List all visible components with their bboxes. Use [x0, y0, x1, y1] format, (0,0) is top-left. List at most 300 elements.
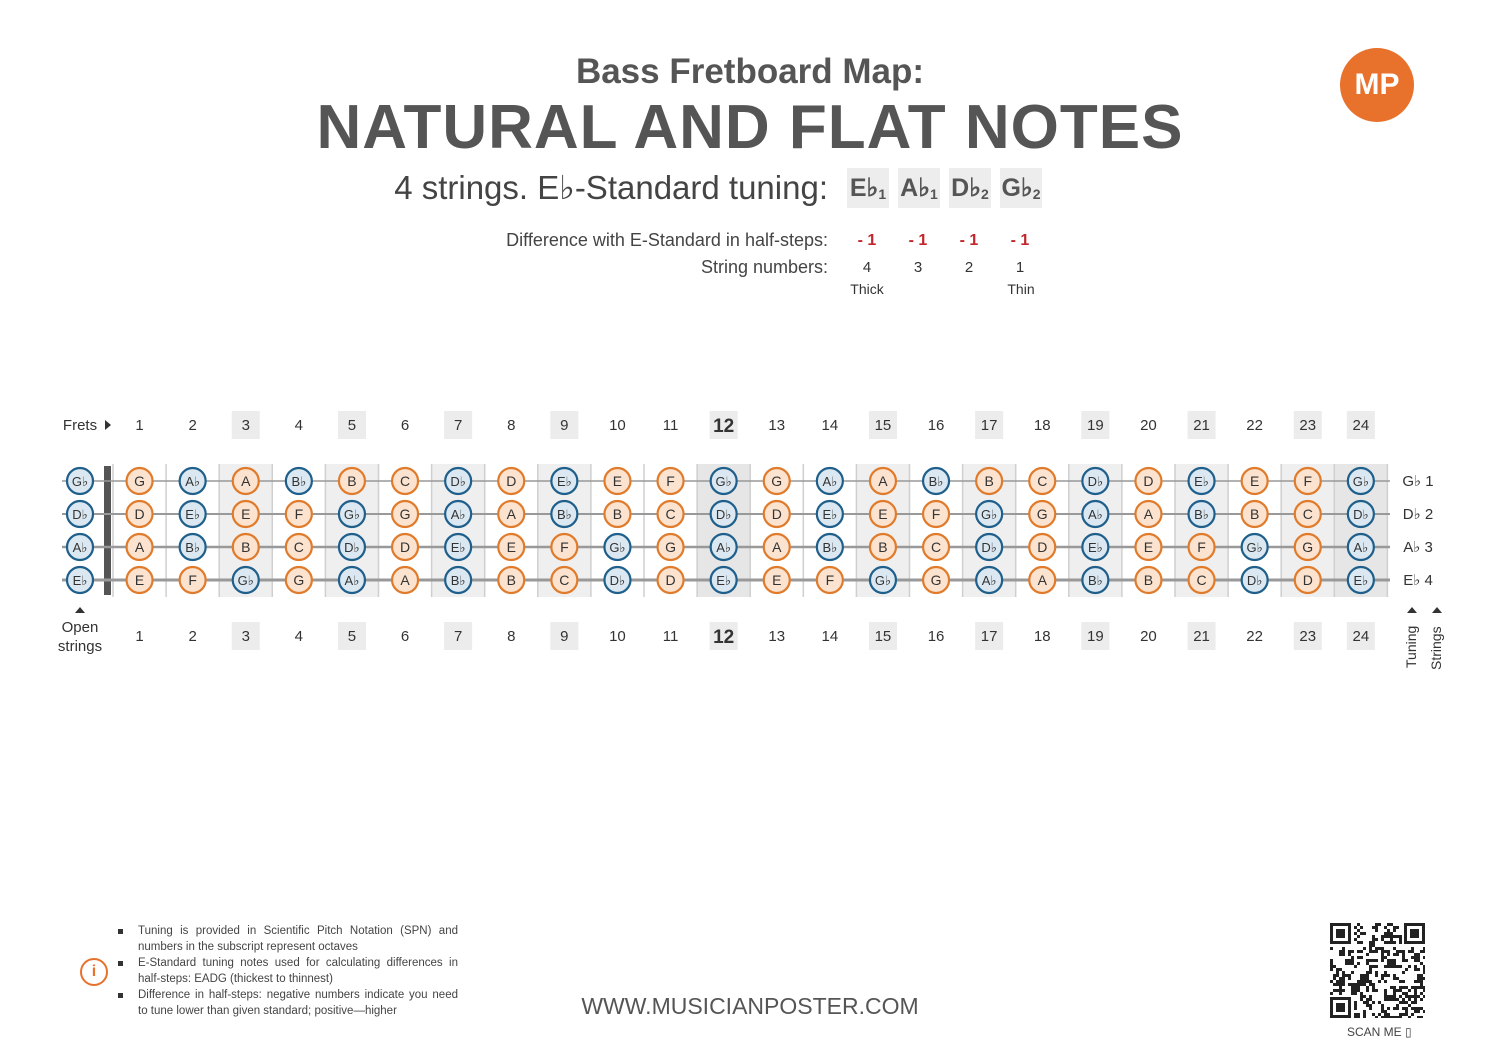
note-label: F — [666, 473, 675, 489]
qr-module — [1396, 998, 1399, 1001]
qr-module — [1345, 962, 1348, 965]
qr-module — [1402, 953, 1405, 956]
qr-module — [1339, 977, 1342, 980]
note-label: D♭ — [1353, 507, 1369, 522]
qr-module — [1381, 1016, 1384, 1018]
note-label: G♭ — [981, 507, 998, 522]
note-label: G — [399, 506, 411, 522]
qr-module — [1390, 965, 1393, 968]
website-link[interactable]: WWW.MUSICIANPOSTER.COM — [581, 993, 919, 1019]
fret-number: 6 — [400, 628, 410, 645]
qr-module — [1411, 1013, 1414, 1016]
qr-module — [1354, 986, 1357, 989]
qr-module — [1393, 995, 1396, 998]
qr-module — [1399, 950, 1402, 953]
qr-module — [1336, 980, 1339, 983]
qr-module — [1354, 983, 1357, 986]
qr-module — [1354, 989, 1357, 992]
note-label: E♭ — [1087, 540, 1103, 555]
difference-label: Difference with E-Standard in half-steps: — [506, 230, 828, 250]
qr-module — [1339, 989, 1342, 992]
qr-module — [1360, 932, 1363, 935]
note-label: E♭ — [450, 540, 466, 555]
note-label: A♭ — [450, 507, 466, 522]
note-label: B — [347, 473, 357, 489]
qr-module — [1357, 980, 1360, 983]
note-label: G — [771, 473, 783, 489]
note-label: C — [1196, 572, 1207, 588]
qr-module — [1420, 1007, 1423, 1010]
qr-module — [1423, 986, 1425, 989]
strings-side-label: Strings — [1428, 626, 1444, 670]
note-label: B — [506, 572, 516, 588]
qr-module — [1384, 992, 1387, 995]
note-label: G♭ — [1352, 474, 1369, 489]
qr-module — [1360, 926, 1363, 929]
string-number: 2 — [964, 259, 974, 276]
fret-number: 16 — [927, 417, 945, 434]
qr-module — [1339, 986, 1342, 989]
note-label: A♭ — [72, 540, 88, 555]
qr-module — [1363, 932, 1366, 935]
note-label: E♭ — [72, 573, 88, 588]
qr-module — [1393, 947, 1396, 950]
tuning-note-1 — [847, 168, 889, 208]
qr-module — [1372, 950, 1375, 953]
qr-module — [1378, 947, 1381, 950]
qr-module — [1363, 974, 1366, 977]
note-label: C — [293, 539, 304, 555]
qr-module — [1381, 974, 1384, 977]
qr-module — [1342, 953, 1345, 956]
qr-module — [1333, 989, 1336, 992]
qr-module — [1405, 995, 1408, 998]
qr-module — [1369, 995, 1372, 998]
fret-number: 9 — [560, 628, 569, 645]
qr-module — [1411, 947, 1414, 950]
qr-module — [1354, 965, 1357, 968]
qr-module — [1402, 959, 1405, 962]
qr-module — [1360, 950, 1363, 953]
note-label: A — [772, 539, 782, 555]
qr-module — [1390, 938, 1393, 941]
note-label: B♭ — [822, 540, 838, 555]
difference-value: - 1 — [1010, 232, 1030, 249]
note-label: B♭ — [928, 474, 944, 489]
frets-label: Frets — [62, 417, 98, 434]
fret-number: 21 — [1193, 417, 1210, 434]
qr-module — [1375, 929, 1378, 932]
qr-module — [1378, 980, 1381, 983]
qr-module — [1387, 995, 1390, 998]
note-label: E♭ — [716, 573, 732, 588]
qr-module — [1372, 983, 1375, 986]
qr-module — [1351, 956, 1354, 959]
qr-module — [1348, 977, 1351, 980]
note-label: A — [1143, 506, 1154, 522]
qr-module — [1399, 989, 1402, 992]
qr-module — [1420, 974, 1423, 977]
qr-module — [1387, 998, 1390, 1001]
fret-number: 11 — [662, 628, 679, 645]
fret-number: 8 — [507, 417, 516, 434]
qr-module — [1354, 932, 1357, 935]
note-label: A — [134, 539, 145, 555]
qr-module — [1405, 1007, 1408, 1010]
scan-me-label — [1347, 1025, 1412, 1039]
note-label: E — [1143, 539, 1154, 555]
qr-module — [1390, 1016, 1393, 1018]
qr-module — [1423, 977, 1425, 980]
qr-module — [1408, 989, 1411, 992]
qr-module — [1414, 953, 1417, 956]
qr-module — [1363, 977, 1366, 980]
qr-module — [1423, 971, 1425, 974]
qr-module — [1414, 968, 1417, 971]
qr-module — [1420, 962, 1423, 965]
qr-module — [1351, 983, 1354, 986]
note-label: E — [772, 572, 782, 588]
note-label: G — [134, 473, 145, 489]
qr-module — [1402, 956, 1405, 959]
qr-module — [1339, 953, 1342, 956]
qr-module — [1366, 959, 1369, 962]
qr-module — [1384, 974, 1387, 977]
fret-number: 11 — [662, 417, 679, 434]
note-label: A — [1037, 572, 1047, 588]
qr-module — [1393, 953, 1396, 956]
qr-module — [1372, 986, 1375, 989]
qr-module — [1411, 956, 1414, 959]
note-label: G♭ — [715, 474, 732, 489]
qr-module — [1333, 974, 1336, 977]
qr-module — [1420, 986, 1423, 989]
string-number: 4 — [862, 259, 872, 276]
note-label: D — [134, 506, 145, 522]
qr-module — [1423, 989, 1425, 992]
qr-module — [1357, 962, 1360, 965]
fret-number: 17 — [980, 628, 998, 645]
qr-module — [1360, 983, 1363, 986]
note-label: D — [1302, 572, 1313, 588]
qr-module — [1393, 962, 1396, 965]
note-label: E♭ — [556, 474, 572, 489]
note-label: A — [241, 473, 251, 489]
qr-module — [1342, 950, 1345, 953]
note-label: C — [1302, 506, 1313, 522]
fret-number: 6 — [400, 417, 410, 434]
qr-module — [1369, 971, 1372, 974]
note-label: B♭ — [1087, 573, 1103, 588]
qr-module — [1366, 953, 1369, 956]
qr-module — [1402, 950, 1405, 953]
qr-module — [1390, 986, 1393, 989]
fret-number: 7 — [453, 417, 463, 434]
qr-module — [1339, 968, 1342, 971]
qr-module — [1399, 941, 1402, 944]
page-title: NATURAL AND FLAT NOTES — [316, 93, 1184, 162]
difference-value: - 1 — [857, 232, 877, 249]
qr-module — [1354, 1001, 1357, 1004]
qr-module — [1336, 974, 1339, 977]
subtitle: Bass Fretboard Map: — [575, 52, 925, 91]
qr-module — [1387, 959, 1390, 962]
note-label: A♭ — [1353, 540, 1369, 555]
qr-module — [1417, 995, 1420, 998]
qr-module — [1372, 965, 1375, 968]
qr-module — [1399, 1016, 1402, 1018]
note-label: D♭ — [715, 507, 732, 522]
qr-module — [1357, 986, 1360, 989]
fret-number: 9 — [560, 417, 569, 434]
fret-number: 13 — [768, 628, 786, 645]
arrow-right-icon — [105, 420, 111, 430]
note-label: C — [665, 506, 676, 522]
note-label: F — [1303, 473, 1313, 489]
qr-module — [1384, 965, 1387, 968]
qr-module — [1357, 956, 1360, 959]
qr-module — [1393, 986, 1396, 989]
qr-module — [1396, 953, 1399, 956]
qr-module — [1420, 983, 1423, 986]
note-label: E — [612, 473, 623, 489]
note-label: G♭ — [1246, 540, 1263, 555]
qr-module — [1408, 950, 1411, 953]
qr-module — [1393, 1016, 1396, 1018]
qr-module — [1384, 980, 1387, 983]
qr-module — [1414, 986, 1417, 989]
qr-module — [1354, 1016, 1357, 1018]
string-number: 3 — [913, 259, 923, 276]
qr-module — [1411, 995, 1414, 998]
qr-module — [1372, 1001, 1375, 1004]
qr-module — [1402, 998, 1405, 1001]
fret-number: 18 — [1033, 628, 1051, 645]
fretboard-diagram — [0, 400, 1500, 680]
string-tuning-label: E♭ 4 — [1403, 572, 1433, 589]
fret-number: 23 — [1299, 628, 1317, 645]
qr-module — [1369, 980, 1372, 983]
fret-number: 12 — [713, 416, 735, 437]
tuning-note-name: G♭ — [1001, 174, 1033, 202]
qr-module — [1387, 929, 1390, 932]
qr-module — [1342, 971, 1345, 974]
qr-module — [1330, 992, 1333, 995]
qr-module — [1387, 923, 1390, 926]
qr-module — [1375, 974, 1378, 977]
fret-number: 19 — [1087, 628, 1104, 645]
qr-module — [1357, 935, 1360, 938]
qr-module — [1396, 935, 1399, 938]
scan-me-text: SCAN ME — [1347, 1025, 1402, 1039]
note-label: E♭ — [1353, 573, 1369, 588]
qr-module — [1393, 998, 1396, 1001]
qr-module — [1369, 950, 1372, 953]
qr-module — [1405, 968, 1408, 971]
qr-module — [1387, 974, 1390, 977]
string-tuning-label: A♭ 3 — [1403, 539, 1433, 556]
qr-module — [1396, 1016, 1399, 1018]
qr-module — [1369, 998, 1372, 1001]
fret-number: 19 — [1087, 417, 1104, 434]
qr-module — [1387, 962, 1390, 965]
tuning-note-octave: 2 — [981, 186, 989, 202]
qr-module — [1372, 935, 1375, 938]
qr-module — [1339, 992, 1342, 995]
qr-module — [1405, 959, 1408, 962]
qr-module — [1417, 980, 1420, 983]
difference-value: - 1 — [959, 232, 979, 249]
fret-number: 5 — [347, 417, 357, 434]
qr-module — [1381, 953, 1384, 956]
qr-module — [1348, 953, 1351, 956]
qr-module — [1384, 971, 1387, 974]
note-label: C — [1037, 473, 1048, 489]
note-label: F — [294, 506, 304, 522]
qr-module — [1384, 935, 1387, 938]
qr-module — [1405, 986, 1408, 989]
qr-module — [1375, 1016, 1378, 1018]
qr-module — [1372, 1013, 1375, 1016]
note-label: G♭ — [874, 573, 892, 588]
qr-module — [1351, 986, 1354, 989]
qr-module — [1384, 1013, 1387, 1016]
qr-module — [1348, 962, 1351, 965]
tuning-note-octave: 1 — [930, 186, 938, 202]
note-label: B — [612, 506, 623, 522]
qr-module — [1369, 968, 1372, 971]
tuning-note-octave: 1 — [878, 186, 887, 202]
qr-module — [1393, 926, 1396, 929]
note-label: F — [188, 572, 197, 588]
qr-module — [1417, 977, 1420, 980]
qr-module — [1384, 1010, 1387, 1013]
qr-module — [1354, 926, 1357, 929]
qr-module — [1336, 983, 1339, 986]
thick-label: Thick — [850, 281, 884, 297]
qr-module — [1360, 998, 1363, 1001]
fret-number: 17 — [980, 417, 998, 434]
qr-module — [1384, 932, 1387, 935]
fret-number: 16 — [927, 628, 945, 645]
qr-module — [1396, 950, 1399, 953]
qr-module — [1399, 935, 1402, 938]
qr-module — [1348, 950, 1351, 953]
tuning-note-4 — [1000, 168, 1042, 208]
note-label: A — [506, 506, 516, 522]
qr-module — [1387, 1016, 1390, 1018]
qr-module — [1354, 1004, 1357, 1007]
tuning-note-2 — [898, 168, 940, 208]
qr-module — [1399, 980, 1402, 983]
fret-number: 3 — [241, 417, 250, 434]
qr-module — [1417, 968, 1420, 971]
qr-module — [1330, 980, 1333, 983]
qr-module — [1360, 980, 1363, 983]
qr-module — [1396, 1007, 1399, 1010]
note-label: E♭ — [822, 507, 838, 522]
qr-module — [1351, 959, 1354, 962]
fret-number: 14 — [821, 628, 839, 645]
fret-number: 15 — [874, 417, 892, 434]
qr-module — [1381, 950, 1384, 953]
qr-module — [1375, 926, 1378, 929]
qr-module — [1414, 992, 1417, 995]
qr-module — [1366, 971, 1369, 974]
qr-module — [1372, 941, 1375, 944]
note-label: A♭ — [716, 540, 732, 555]
qr-module — [1330, 968, 1333, 971]
qr-module — [1420, 980, 1423, 983]
note-label: B — [984, 473, 994, 489]
qr-module — [1357, 929, 1360, 932]
qr-module — [1357, 1016, 1360, 1018]
qr-module — [1393, 959, 1396, 962]
note-label: B♭ — [1194, 507, 1209, 522]
fret-number: 15 — [874, 628, 892, 645]
note-label: C — [399, 473, 411, 489]
qr-module — [1417, 1010, 1420, 1013]
qr-finder-core — [1336, 1003, 1345, 1012]
note-label: B♭ — [291, 474, 307, 489]
qr-module — [1393, 977, 1396, 980]
qr-module — [1399, 1013, 1402, 1016]
qr-module — [1387, 953, 1390, 956]
qr-module — [1351, 989, 1354, 992]
note-label: D♭ — [609, 573, 626, 588]
qr-module — [1402, 992, 1405, 995]
qr-module — [1417, 1007, 1420, 1010]
qr-code-icon — [1330, 923, 1425, 1018]
note-label: A♭ — [981, 573, 997, 588]
qr-module — [1405, 992, 1408, 995]
note-label: G — [1302, 539, 1314, 555]
qr-module — [1420, 992, 1423, 995]
qr-module — [1342, 989, 1345, 992]
string-tuning-label: D♭ 2 — [1402, 506, 1434, 523]
qr-module — [1375, 923, 1378, 926]
qr-module — [1357, 983, 1360, 986]
note-label: G — [930, 572, 942, 588]
qr-module — [1387, 1013, 1390, 1016]
qr-module — [1366, 980, 1369, 983]
tuning-note-name: E♭ — [849, 174, 879, 202]
qr-module — [1333, 977, 1336, 980]
qr-module — [1399, 1001, 1402, 1004]
qr-module — [1417, 974, 1420, 977]
qr-module — [1387, 1007, 1390, 1010]
qr-module — [1384, 1016, 1387, 1018]
qr-module — [1405, 1010, 1408, 1013]
qr-module — [1360, 977, 1363, 980]
fret-number: 2 — [188, 417, 197, 434]
qr-module — [1372, 926, 1375, 929]
note-label: D♭ — [981, 540, 997, 555]
qr-module — [1345, 959, 1348, 962]
qr-module — [1369, 947, 1372, 950]
qr-module — [1375, 971, 1378, 974]
qr-module — [1414, 965, 1417, 968]
qr-module — [1423, 995, 1425, 998]
qr-module — [1369, 1004, 1372, 1007]
qr-module — [1330, 947, 1333, 950]
qr-module — [1354, 1007, 1357, 1010]
tuning-side-label: Tuning — [1403, 625, 1419, 668]
qr-module — [1390, 941, 1393, 944]
qr-module — [1408, 965, 1411, 968]
note-label: E — [1249, 473, 1260, 489]
footnote: Difference in half-steps: negative numbers indicate you need to tune lower than given standard; positive—higher — [118, 987, 458, 1019]
